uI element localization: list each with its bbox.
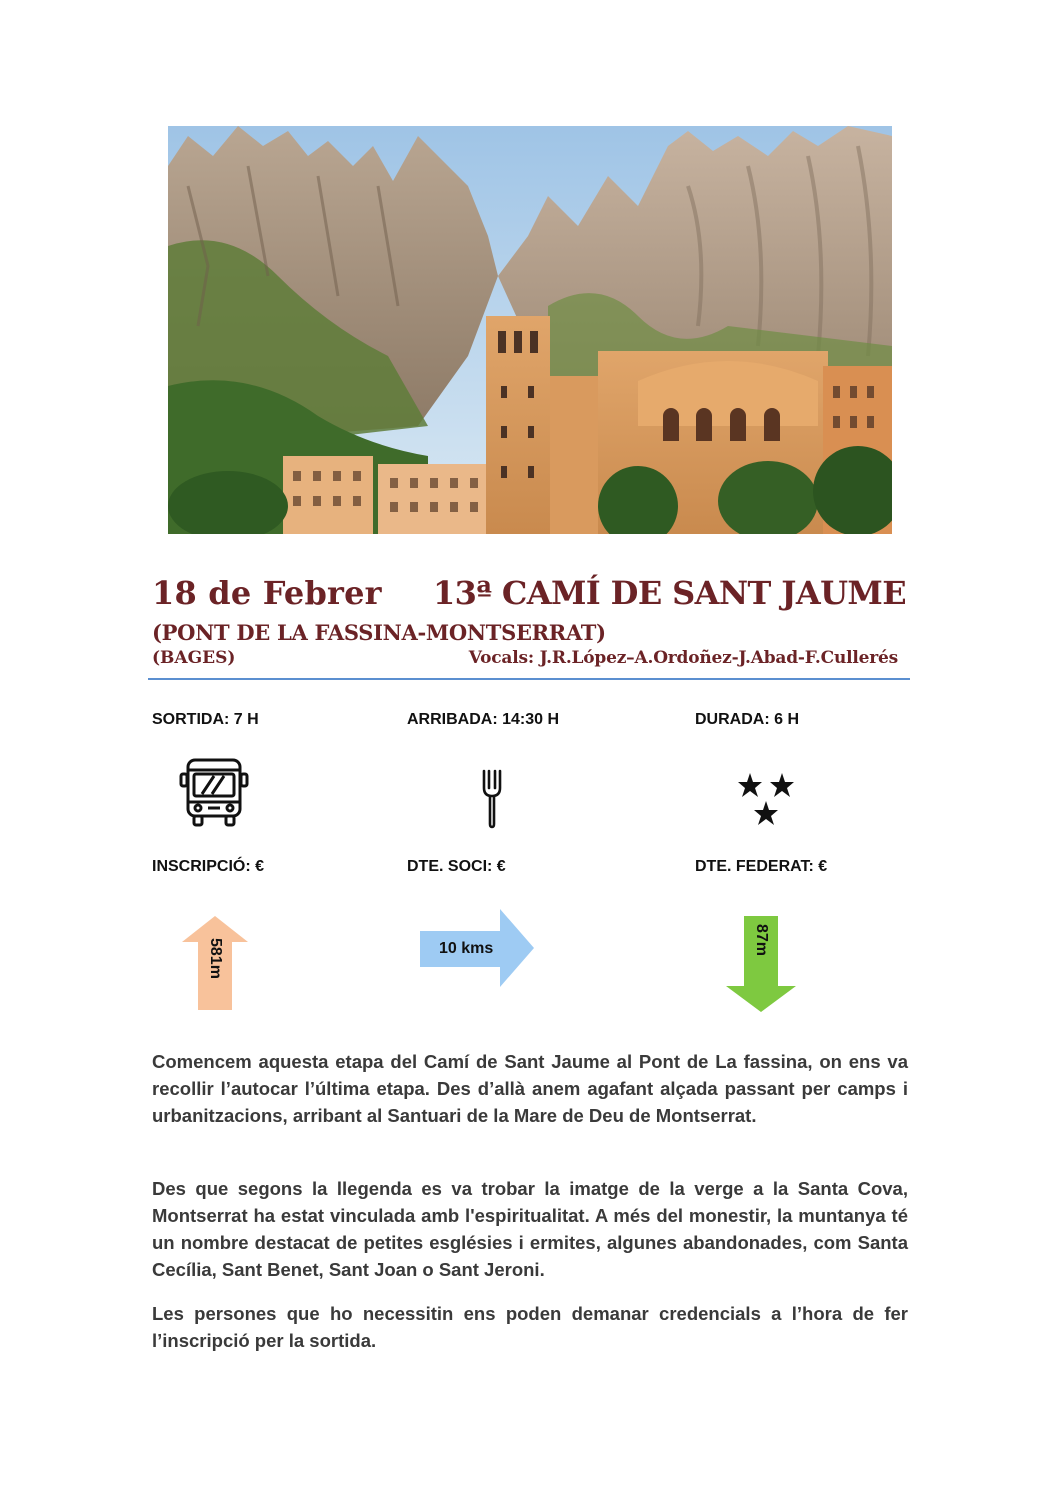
header-divider — [148, 678, 910, 680]
montserrat-photo — [168, 126, 892, 534]
arrival-label: ARRIBADA: 14:30 H — [407, 711, 560, 728]
route-subtitle: (PONT DE LA FASSINA-MONTSERRAT) — [152, 620, 606, 645]
descent-value: 87m — [753, 924, 770, 957]
description-paragraph-3: Les persones que ho necessitin ens poden demanar credencials a l’hora de fer l’inscripció per la sortida. — [152, 1303, 908, 1351]
event-title: 13ª CAMÍ DE SANT JAUME — [433, 574, 906, 612]
bus-icon — [178, 756, 250, 828]
description-paragraph-1: Comencem aquesta etapa del Camí de Sant Jaume al Pont de La fassina, on ens va recollir l’autocar l’última etapa. Des d’allà anem agafant alçada passant per camps i urbanitzacions, arribant al Santuari de la Mare de Deu de Montserrat. — [152, 1051, 908, 1126]
title-row — [152, 574, 908, 618]
stars-icon — [736, 771, 798, 829]
event-date: 18 de Febrer — [152, 574, 382, 612]
departure-label: SORTIDA: 7 H — [152, 711, 259, 728]
federated-discount-label: DTE. FEDERAT: € — [695, 858, 828, 875]
fork-icon — [481, 768, 503, 830]
registration-label: INSCRIPCIÓ: € — [152, 858, 265, 875]
member-discount-label: DTE. SOCI: € — [407, 858, 506, 875]
duration-label: DURADA: 6 H — [695, 711, 799, 728]
vocals-label: Vocals: J.R.López–A.Ordoñez-J.Abad-F.Cullerés — [468, 648, 898, 668]
distance-value: 10 kms — [439, 940, 494, 957]
ascent-value: 581m — [207, 938, 224, 979]
description-paragraph-2: Des que segons la llegenda es va trobar la imatge de la verge a la Santa Cova, Montserrat ha estat vinculada amb l'espiritualitat. A més del monestir, la muntanya té un nombre destacat de petites esglésies i ermites, algunes abandonades, com Santa Cecília, Sant Benet, Sant Joan o Sant Jeroni. — [152, 1178, 908, 1280]
region-label: (BAGES) — [152, 648, 236, 668]
